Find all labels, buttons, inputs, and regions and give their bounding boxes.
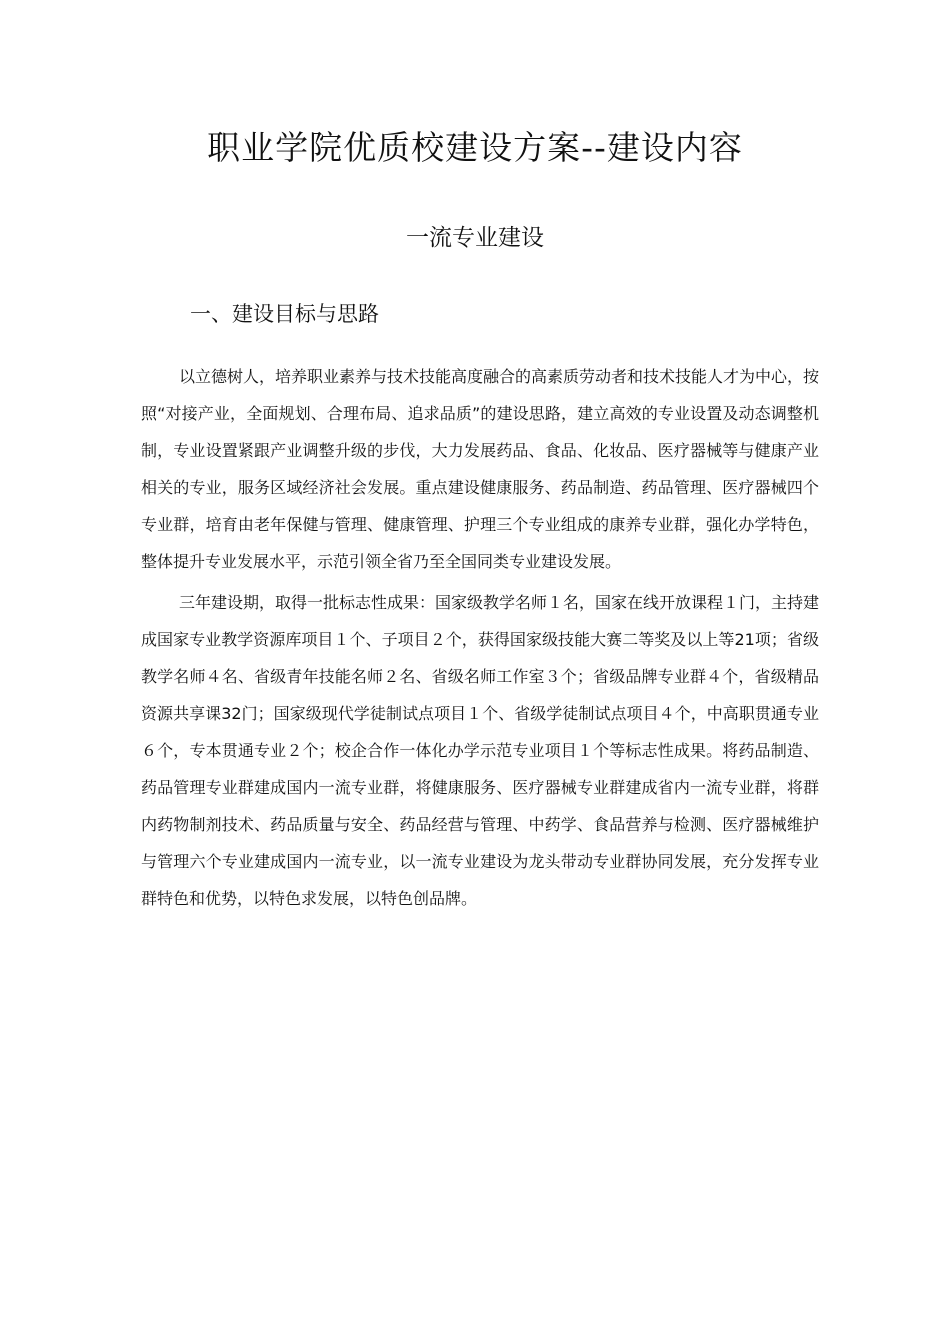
subsection-heading: 一、建设目标与思路 (190, 302, 379, 326)
document-title: 职业学院优质校建设方案--建设内容 (207, 128, 743, 167)
document-body (141, 358, 819, 921)
section-title: 一流专业建设 (406, 225, 544, 251)
body-paragraph: 三年建设期，取得一批标志性成果：国家级教学名师１名，国家在线开放课程１门，主持建成国家专业教学资源库项目１个、子项目２个，获得国家级技能大赛二等奖及以上等21项；省级教学名师４名、省级青年技能名师２名、省级名师工作室３个；省级品牌专业群４个，省级精品资源共享课32门；国家级现代学徒制试点项目１个、省级学徒制试点项目４个，中高职贯通专业６个，专本贯通专业２个；校企合作一体化办学示范专业项目１个等标志性成果。将药品制造、药品管理专业群建成国内一流专业群，将健康服务、医疗器械专业群建成省内一流专业群，将群内药物制剂技术、药品质量与安全、药品经营与管理、中药学、食品营养与检测、医疗器械维护与管理六个专业建成国内一流专业，以一流专业建设为龙头带动专业群协同发展，充分发挥专业群特色和优势，以特色求发展，以特色创品牌。 (141, 593, 820, 908)
body-paragraph: 以立德树人，培养职业素养与技术技能高度融合的高素质劳动者和技术技能人才为中心，按照“对接产业，全面规划、合理布局、追求品质”的建设思路，建立高效的专业设置及动态调整机制，专业设置紧跟产业调整升级的步伐，大力发展药品、食品、化妆品、医疗器械等与健康产业相关的专业，服务区域经济社会发展。重点建设健康服务、药品制造、药品管理、医疗器械四个专业群，培育由老年保健与管理、健康管理、护理三个专业组成的康养专业群，强化办学特色，整体提升专业发展水平，示范引领全省乃至全国同类专业建设发展。 (141, 367, 820, 571)
